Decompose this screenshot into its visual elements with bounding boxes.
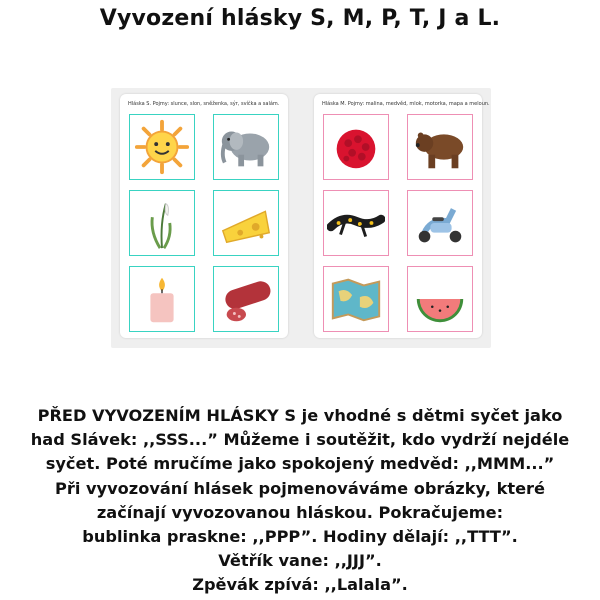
snowdrop-icon (129, 190, 195, 256)
text-line: syčet. Poté mručíme jako spokojený medvěd: ,,MMM...” (45, 454, 555, 474)
map-icon (323, 266, 389, 332)
card-caption-m: Hláska M. Pojmy: malina, medvěd, mlok, motorka, mapa a meloun. (322, 101, 490, 107)
watermelon-icon (407, 266, 473, 332)
scooter-icon (407, 190, 473, 256)
sun-icon (129, 114, 195, 180)
elephant-icon (213, 114, 279, 180)
text-line: bublinka praskne: ,,PPP”. Hodiny dělají: ,,TTT”. (82, 527, 518, 547)
bear-icon (407, 114, 473, 180)
worksheet-card-s (120, 94, 288, 338)
page-title: Vyvození hlásky S, M, P, T, J a L. (99, 6, 501, 31)
instruction-text (20, 404, 580, 598)
worksheet-image (111, 88, 491, 348)
text-line: začínají vyvozovanou hláskou. Pokračujeme: (96, 502, 504, 522)
text-line: Větřík vane: ,,JJJ”. (218, 551, 382, 571)
text-line: Při vyvozování hlásek pojmenováváme obrázky, které (54, 478, 546, 498)
card-caption-s: Hláska S. Pojmy: slunce, slon, sněženka, sýr, svíčka a salám. (128, 101, 280, 107)
salami-icon (213, 266, 279, 332)
cheese-icon (213, 190, 279, 256)
worksheet-card-m (314, 94, 490, 338)
text-line: had Slávek: ,,SSS...” Můžeme i soutěžit, kdo vydrží nejdéle (30, 430, 570, 450)
salamander-icon (323, 190, 389, 256)
candle-icon (129, 266, 195, 332)
text-line: PŘED VYVOZENÍM HLÁSKY S je vhodné s dětmi syčet jako (37, 406, 563, 425)
raspberry-icon (323, 114, 389, 180)
text-line: Zpěvák zpívá: ,,Lalala”. (192, 575, 408, 595)
